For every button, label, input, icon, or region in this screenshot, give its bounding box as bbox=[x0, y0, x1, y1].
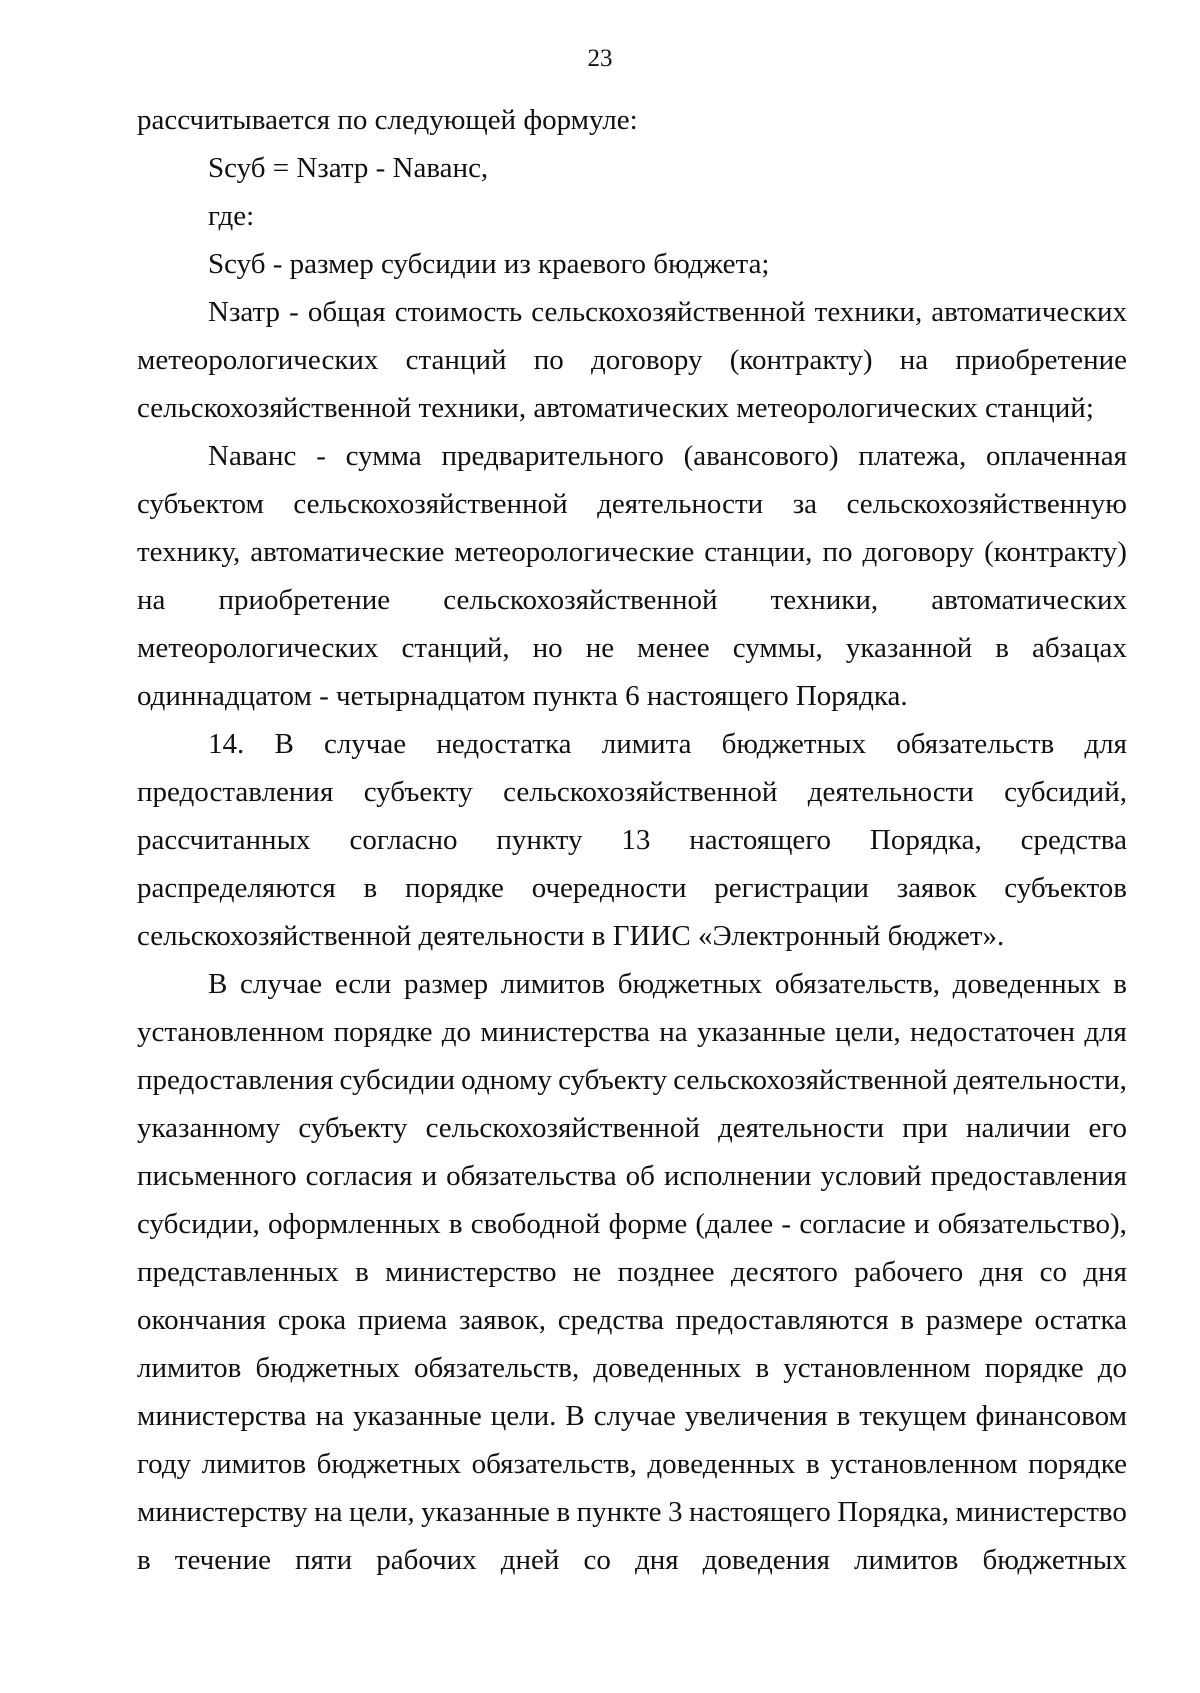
word: техники, bbox=[770, 584, 879, 616]
word: заявок bbox=[896, 872, 977, 904]
word: случае bbox=[323, 728, 407, 760]
word: обязательств, bbox=[414, 1352, 580, 1384]
word: дней bbox=[500, 1544, 560, 1576]
word: лимитов bbox=[201, 1448, 307, 1480]
word: приобретение bbox=[218, 584, 391, 616]
word: бюджетных bbox=[721, 728, 867, 760]
word: договору bbox=[590, 344, 703, 376]
word: на bbox=[315, 1400, 344, 1432]
word: наличии bbox=[965, 1112, 1071, 1144]
word: для bbox=[1084, 1016, 1127, 1048]
word: 14. bbox=[208, 728, 245, 760]
word: одному bbox=[461, 1064, 552, 1096]
word: настоящего bbox=[688, 1496, 831, 1528]
text-line bbox=[137, 1200, 1127, 1248]
word: деятельности, bbox=[953, 1064, 1127, 1096]
word: окончания bbox=[137, 1304, 266, 1336]
word: предоставления bbox=[137, 776, 334, 808]
word: настоящего bbox=[689, 824, 831, 856]
word: распределяются bbox=[137, 872, 336, 904]
word: сельскохозяйственной bbox=[673, 1064, 948, 1096]
word: в bbox=[755, 1352, 770, 1384]
word: за bbox=[792, 488, 818, 520]
page-number: 23 bbox=[587, 45, 613, 72]
word: в bbox=[448, 1208, 463, 1240]
text-line bbox=[137, 1152, 1127, 1200]
word: пункте bbox=[576, 1496, 662, 1528]
word: субсидий, bbox=[1004, 776, 1127, 808]
word: субъекту bbox=[558, 1064, 668, 1096]
word: сельскохозяйственную bbox=[846, 488, 1127, 520]
text-line bbox=[137, 1296, 1127, 1344]
text-line: Sсуб = Nзатр - Nаванс, bbox=[208, 152, 489, 184]
word: для bbox=[1084, 728, 1127, 760]
word: на bbox=[899, 344, 929, 376]
word: лимита bbox=[601, 728, 692, 760]
word: указанные bbox=[696, 1016, 826, 1048]
word: лимитов bbox=[500, 968, 606, 1000]
word: общая bbox=[307, 296, 386, 328]
word: сельскохозяйственной bbox=[443, 584, 718, 616]
word: министерство bbox=[955, 1496, 1127, 1528]
word: в bbox=[995, 632, 1009, 664]
word: со bbox=[583, 1544, 611, 1576]
word: установленном bbox=[830, 1448, 1018, 1480]
word: в bbox=[805, 1448, 820, 1480]
text-line bbox=[137, 1008, 1127, 1056]
word: средства bbox=[1020, 824, 1127, 856]
word: году bbox=[137, 1448, 192, 1480]
word: позднее bbox=[617, 1256, 715, 1288]
text-line bbox=[137, 480, 1127, 528]
text-line bbox=[137, 1488, 1127, 1536]
word: метеорологических bbox=[137, 344, 379, 376]
word: заявок, bbox=[458, 1304, 546, 1336]
word: при bbox=[902, 1112, 948, 1144]
word: сельскохозяйственной bbox=[425, 1112, 700, 1144]
word: предварительного bbox=[441, 440, 664, 472]
word: оплаченная bbox=[986, 440, 1127, 472]
word: порядке bbox=[984, 1352, 1084, 1384]
word: десятого bbox=[730, 1256, 838, 1288]
text-line: рассчитывается по следующей формуле: bbox=[137, 104, 638, 136]
word: на bbox=[659, 1016, 688, 1048]
word: пункту bbox=[496, 824, 583, 856]
word: 3 bbox=[667, 1496, 683, 1528]
word: цели, bbox=[349, 1496, 415, 1528]
text-line bbox=[137, 768, 1127, 816]
word: об bbox=[625, 1160, 655, 1192]
word: обязательств, bbox=[774, 968, 941, 1000]
word: автоматических bbox=[931, 584, 1127, 616]
word: недостатка bbox=[436, 728, 572, 760]
word: В bbox=[274, 728, 294, 760]
word: доведенных bbox=[952, 968, 1101, 1000]
text-line bbox=[137, 720, 1127, 768]
word: на bbox=[314, 1496, 343, 1528]
word: обязательства bbox=[446, 1160, 617, 1192]
word: согласия bbox=[305, 1160, 413, 1192]
word: не bbox=[572, 1256, 602, 1288]
text-line bbox=[137, 1536, 1127, 1584]
word: субсидии, bbox=[137, 1208, 260, 1240]
word: случае bbox=[240, 968, 323, 1000]
word: согласие bbox=[799, 1208, 906, 1240]
text-line bbox=[137, 288, 1127, 336]
word: дня bbox=[979, 1256, 1024, 1288]
text-line: сельскохозяйственной деятельности в ГИИС «Электронный бюджет». bbox=[137, 920, 1005, 952]
word: субсидии bbox=[339, 1064, 455, 1096]
word: сельскохозяйственной bbox=[503, 776, 778, 808]
word: стоимость bbox=[394, 296, 523, 328]
word: технику, bbox=[137, 536, 241, 568]
word: по bbox=[822, 536, 853, 568]
word: приема bbox=[357, 1304, 448, 1336]
word: деятельности bbox=[597, 488, 764, 520]
text-line bbox=[137, 1104, 1127, 1152]
word: абзацах bbox=[1032, 632, 1127, 664]
word: - bbox=[316, 440, 326, 472]
word: в bbox=[137, 1544, 151, 1576]
word: цели, bbox=[835, 1016, 901, 1048]
word: техники, bbox=[814, 296, 923, 328]
text-line bbox=[137, 1248, 1127, 1296]
word: доведенных bbox=[647, 1448, 796, 1480]
word: бюджетных bbox=[255, 1352, 400, 1384]
word: в bbox=[556, 1496, 571, 1528]
word: деятельности bbox=[718, 1112, 885, 1144]
word: средства bbox=[557, 1304, 665, 1336]
word: регистрации bbox=[714, 872, 869, 904]
text-line: где: bbox=[208, 200, 255, 232]
word: и bbox=[421, 1160, 438, 1192]
word: метеорологические bbox=[454, 536, 695, 568]
word: условий bbox=[820, 1160, 922, 1192]
text-line bbox=[137, 864, 1127, 912]
word: пяти bbox=[295, 1544, 353, 1576]
word: и bbox=[913, 1208, 930, 1240]
word: форме bbox=[608, 1208, 688, 1240]
word: предоставляются bbox=[675, 1304, 889, 1336]
word: договору bbox=[862, 536, 975, 568]
word: но bbox=[532, 632, 563, 664]
text-line bbox=[137, 1392, 1127, 1440]
text-line bbox=[137, 816, 1127, 864]
word: порядке bbox=[405, 872, 504, 904]
word: Порядка, bbox=[837, 1496, 950, 1528]
word: субъектом bbox=[137, 488, 264, 520]
word: в bbox=[355, 1256, 369, 1288]
word: В bbox=[565, 1400, 585, 1432]
word: течение bbox=[174, 1544, 271, 1576]
word: обязательство), bbox=[937, 1208, 1127, 1240]
word: сельскохозяйственной bbox=[293, 488, 568, 520]
word: метеорологических bbox=[137, 632, 379, 664]
word: Nзатр bbox=[208, 296, 281, 328]
word: 13 bbox=[621, 824, 651, 856]
word: сумма bbox=[345, 440, 422, 472]
word: остатка bbox=[1034, 1304, 1127, 1336]
text-line bbox=[137, 528, 1127, 576]
word: министерство bbox=[385, 1256, 557, 1288]
word: министерства bbox=[480, 1016, 650, 1048]
word: финансовом bbox=[975, 1400, 1127, 1432]
word: обязательств bbox=[896, 728, 1055, 760]
word: установленном bbox=[137, 1016, 325, 1048]
word: станций, bbox=[401, 632, 510, 664]
word: бюджетных bbox=[316, 1448, 462, 1480]
word: срока bbox=[277, 1304, 347, 1336]
text-line bbox=[137, 1440, 1127, 1488]
word: - bbox=[289, 296, 299, 328]
word: суммы, bbox=[732, 632, 823, 664]
word: размер bbox=[403, 968, 489, 1000]
word: платежа, bbox=[858, 440, 967, 472]
word: рабочих bbox=[376, 1544, 477, 1576]
word: оформленных bbox=[268, 1208, 441, 1240]
text-line bbox=[137, 624, 1127, 672]
word: станции, bbox=[704, 536, 813, 568]
word: цели. bbox=[490, 1400, 557, 1432]
word: рассчитанных bbox=[137, 824, 311, 856]
word: исполнении bbox=[663, 1160, 812, 1192]
word: субъекту bbox=[298, 1112, 408, 1144]
word: если bbox=[334, 968, 392, 1000]
word: со bbox=[1039, 1256, 1067, 1288]
word: в bbox=[363, 872, 378, 904]
word: случае bbox=[593, 1400, 676, 1432]
word: по bbox=[533, 344, 564, 376]
word: (далее bbox=[695, 1208, 774, 1240]
word: на bbox=[137, 584, 166, 616]
word: сельскохозяйственной bbox=[531, 296, 806, 328]
word: - bbox=[781, 1208, 792, 1240]
word: субъекту bbox=[363, 776, 473, 808]
text-line: сельскохозяйственной техники, автоматических метеорологических станций; bbox=[137, 392, 1094, 424]
word: менее bbox=[637, 632, 710, 664]
word: субъектов bbox=[1004, 872, 1127, 904]
word: приобретение bbox=[955, 344, 1127, 376]
text-line: Sсуб - размер субсидии из краевого бюджета; bbox=[208, 248, 770, 280]
text-line bbox=[137, 1344, 1127, 1392]
word: в bbox=[836, 1400, 851, 1432]
word: лимитов bbox=[854, 1544, 959, 1576]
word: до bbox=[1097, 1352, 1127, 1384]
text-line bbox=[137, 432, 1127, 480]
word: обязательств, bbox=[471, 1448, 637, 1480]
text-line bbox=[137, 960, 1127, 1008]
word: дня bbox=[634, 1544, 679, 1576]
word: представленных bbox=[137, 1256, 339, 1288]
word: очередности bbox=[531, 872, 687, 904]
word: (контракту) bbox=[729, 344, 873, 376]
word: бюджетных bbox=[617, 968, 763, 1000]
word: В bbox=[208, 968, 228, 1000]
word: текущем bbox=[859, 1400, 967, 1432]
word: указанные bbox=[421, 1496, 550, 1528]
word: министерства bbox=[137, 1400, 307, 1432]
word: размере bbox=[925, 1304, 1023, 1336]
word: до bbox=[441, 1016, 472, 1048]
word: рабочего bbox=[854, 1256, 964, 1288]
text-line bbox=[137, 336, 1127, 384]
word: указанные bbox=[352, 1400, 482, 1432]
word: лимитов bbox=[137, 1352, 242, 1384]
word: свободной bbox=[470, 1208, 601, 1240]
word: предоставления bbox=[930, 1160, 1127, 1192]
word: станций bbox=[405, 344, 507, 376]
word: автоматические bbox=[250, 536, 445, 568]
word: не bbox=[585, 632, 615, 664]
word: порядке bbox=[333, 1016, 433, 1048]
text-line bbox=[137, 1056, 1127, 1104]
word: его bbox=[1088, 1112, 1127, 1144]
word: доведенных bbox=[593, 1352, 742, 1384]
word: Nаванс bbox=[208, 440, 297, 472]
text-line bbox=[137, 576, 1127, 624]
word: автоматических bbox=[931, 296, 1127, 328]
word: доведения bbox=[702, 1544, 830, 1576]
word: (контракту) bbox=[984, 536, 1127, 568]
word: недостаточен bbox=[909, 1016, 1075, 1048]
word: деятельности bbox=[807, 776, 974, 808]
word: дня bbox=[1083, 1256, 1127, 1288]
word: в bbox=[1113, 968, 1127, 1000]
word: указанному bbox=[137, 1112, 281, 1144]
word: предоставления bbox=[137, 1064, 334, 1096]
word: увеличения bbox=[684, 1400, 828, 1432]
word: в bbox=[900, 1304, 915, 1336]
word: бюджетных bbox=[982, 1544, 1127, 1576]
word: министерству bbox=[137, 1496, 308, 1528]
word: порядке bbox=[1028, 1448, 1127, 1480]
word: (авансового) bbox=[683, 440, 839, 472]
word: письменного bbox=[137, 1160, 297, 1192]
word: установленном bbox=[783, 1352, 971, 1384]
text-line: одиннадцатом - четырнадцатом пункта 6 настоящего Порядка. bbox=[137, 680, 908, 712]
document-body bbox=[137, 96, 1127, 1584]
word: Порядка, bbox=[869, 824, 982, 856]
word: указанной bbox=[845, 632, 973, 664]
word: согласно bbox=[349, 824, 458, 856]
